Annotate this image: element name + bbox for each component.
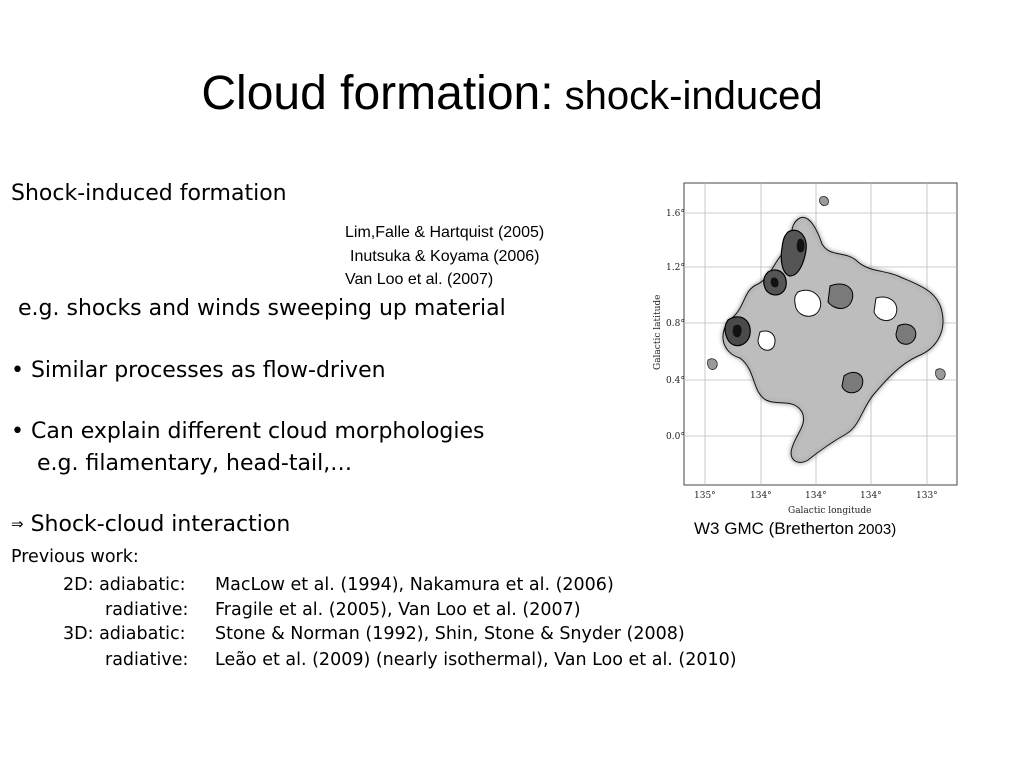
y-tick-label: 0.4° bbox=[666, 376, 685, 386]
previous-work-row bbox=[63, 622, 685, 646]
row-refs: MacLow et al. (1994), Nakamura et al. (2006) bbox=[215, 575, 614, 595]
bullet-similar: • Similar processes as flow-driven bbox=[11, 358, 386, 383]
y-tick-label: 0.8° bbox=[666, 319, 685, 329]
previous-work-heading: Previous work: bbox=[11, 547, 139, 567]
slide-title bbox=[0, 62, 1024, 128]
bullet-subline: e.g. filamentary, head-tail,… bbox=[37, 451, 353, 476]
w3-gmc-figure bbox=[648, 180, 962, 516]
y-axis-label: Galactic latitude bbox=[653, 294, 663, 370]
reference-2: Inutsuka & Koyama (2006) bbox=[350, 248, 540, 265]
implies-line bbox=[11, 510, 290, 539]
reference-1: Lim,Falle & Hartquist (2005) bbox=[345, 224, 545, 241]
previous-work-row bbox=[63, 648, 737, 672]
row-refs: Leão et al. (2009) (nearly isothermal), Van Loo et al. (2010) bbox=[215, 650, 737, 670]
implies-arrow-icon: ⇒ bbox=[11, 515, 24, 533]
caption-main: W3 GMC (Bretherton bbox=[694, 519, 854, 538]
caption-year: 2003) bbox=[853, 521, 897, 538]
figure-caption bbox=[694, 519, 896, 539]
row-refs: Stone & Norman (1992), Shin, Stone & Snyder (2008) bbox=[215, 624, 685, 644]
bullet-morphologies: • Can explain different cloud morphologies bbox=[11, 419, 485, 444]
implies-text: Shock-cloud interaction bbox=[23, 512, 291, 537]
x-tick-label: 135° bbox=[694, 491, 716, 501]
x-axis-label: Galactic longitude bbox=[788, 506, 872, 516]
example-line: e.g. shocks and winds sweeping up material bbox=[18, 296, 506, 321]
y-tick-label: 1.6° bbox=[666, 209, 685, 219]
previous-work-row bbox=[63, 573, 614, 597]
row-label: 2D: adiabatic: bbox=[63, 575, 186, 595]
previous-work-row bbox=[63, 598, 581, 622]
title-main: Cloud formation: bbox=[201, 67, 554, 120]
y-tick-label: 0.0° bbox=[666, 432, 685, 442]
x-tick-label: 134° bbox=[805, 491, 827, 501]
row-label: radiative: bbox=[105, 650, 189, 670]
row-label: radiative: bbox=[105, 600, 189, 620]
x-tick-label: 134° bbox=[860, 491, 882, 501]
reference-3: Van Loo et al. (2007) bbox=[345, 271, 494, 288]
section-heading: Shock-induced formation bbox=[11, 181, 287, 206]
x-tick-label: 134° bbox=[750, 491, 772, 501]
x-tick-label: 133° bbox=[916, 491, 938, 501]
title-sub: shock-induced bbox=[553, 74, 823, 118]
row-label: 3D: adiabatic: bbox=[63, 624, 186, 644]
y-tick-label: 1.2° bbox=[666, 263, 685, 273]
row-refs: Fragile et al. (2005), Van Loo et al. (2007) bbox=[215, 600, 581, 620]
w3-gmc-map bbox=[648, 180, 962, 516]
